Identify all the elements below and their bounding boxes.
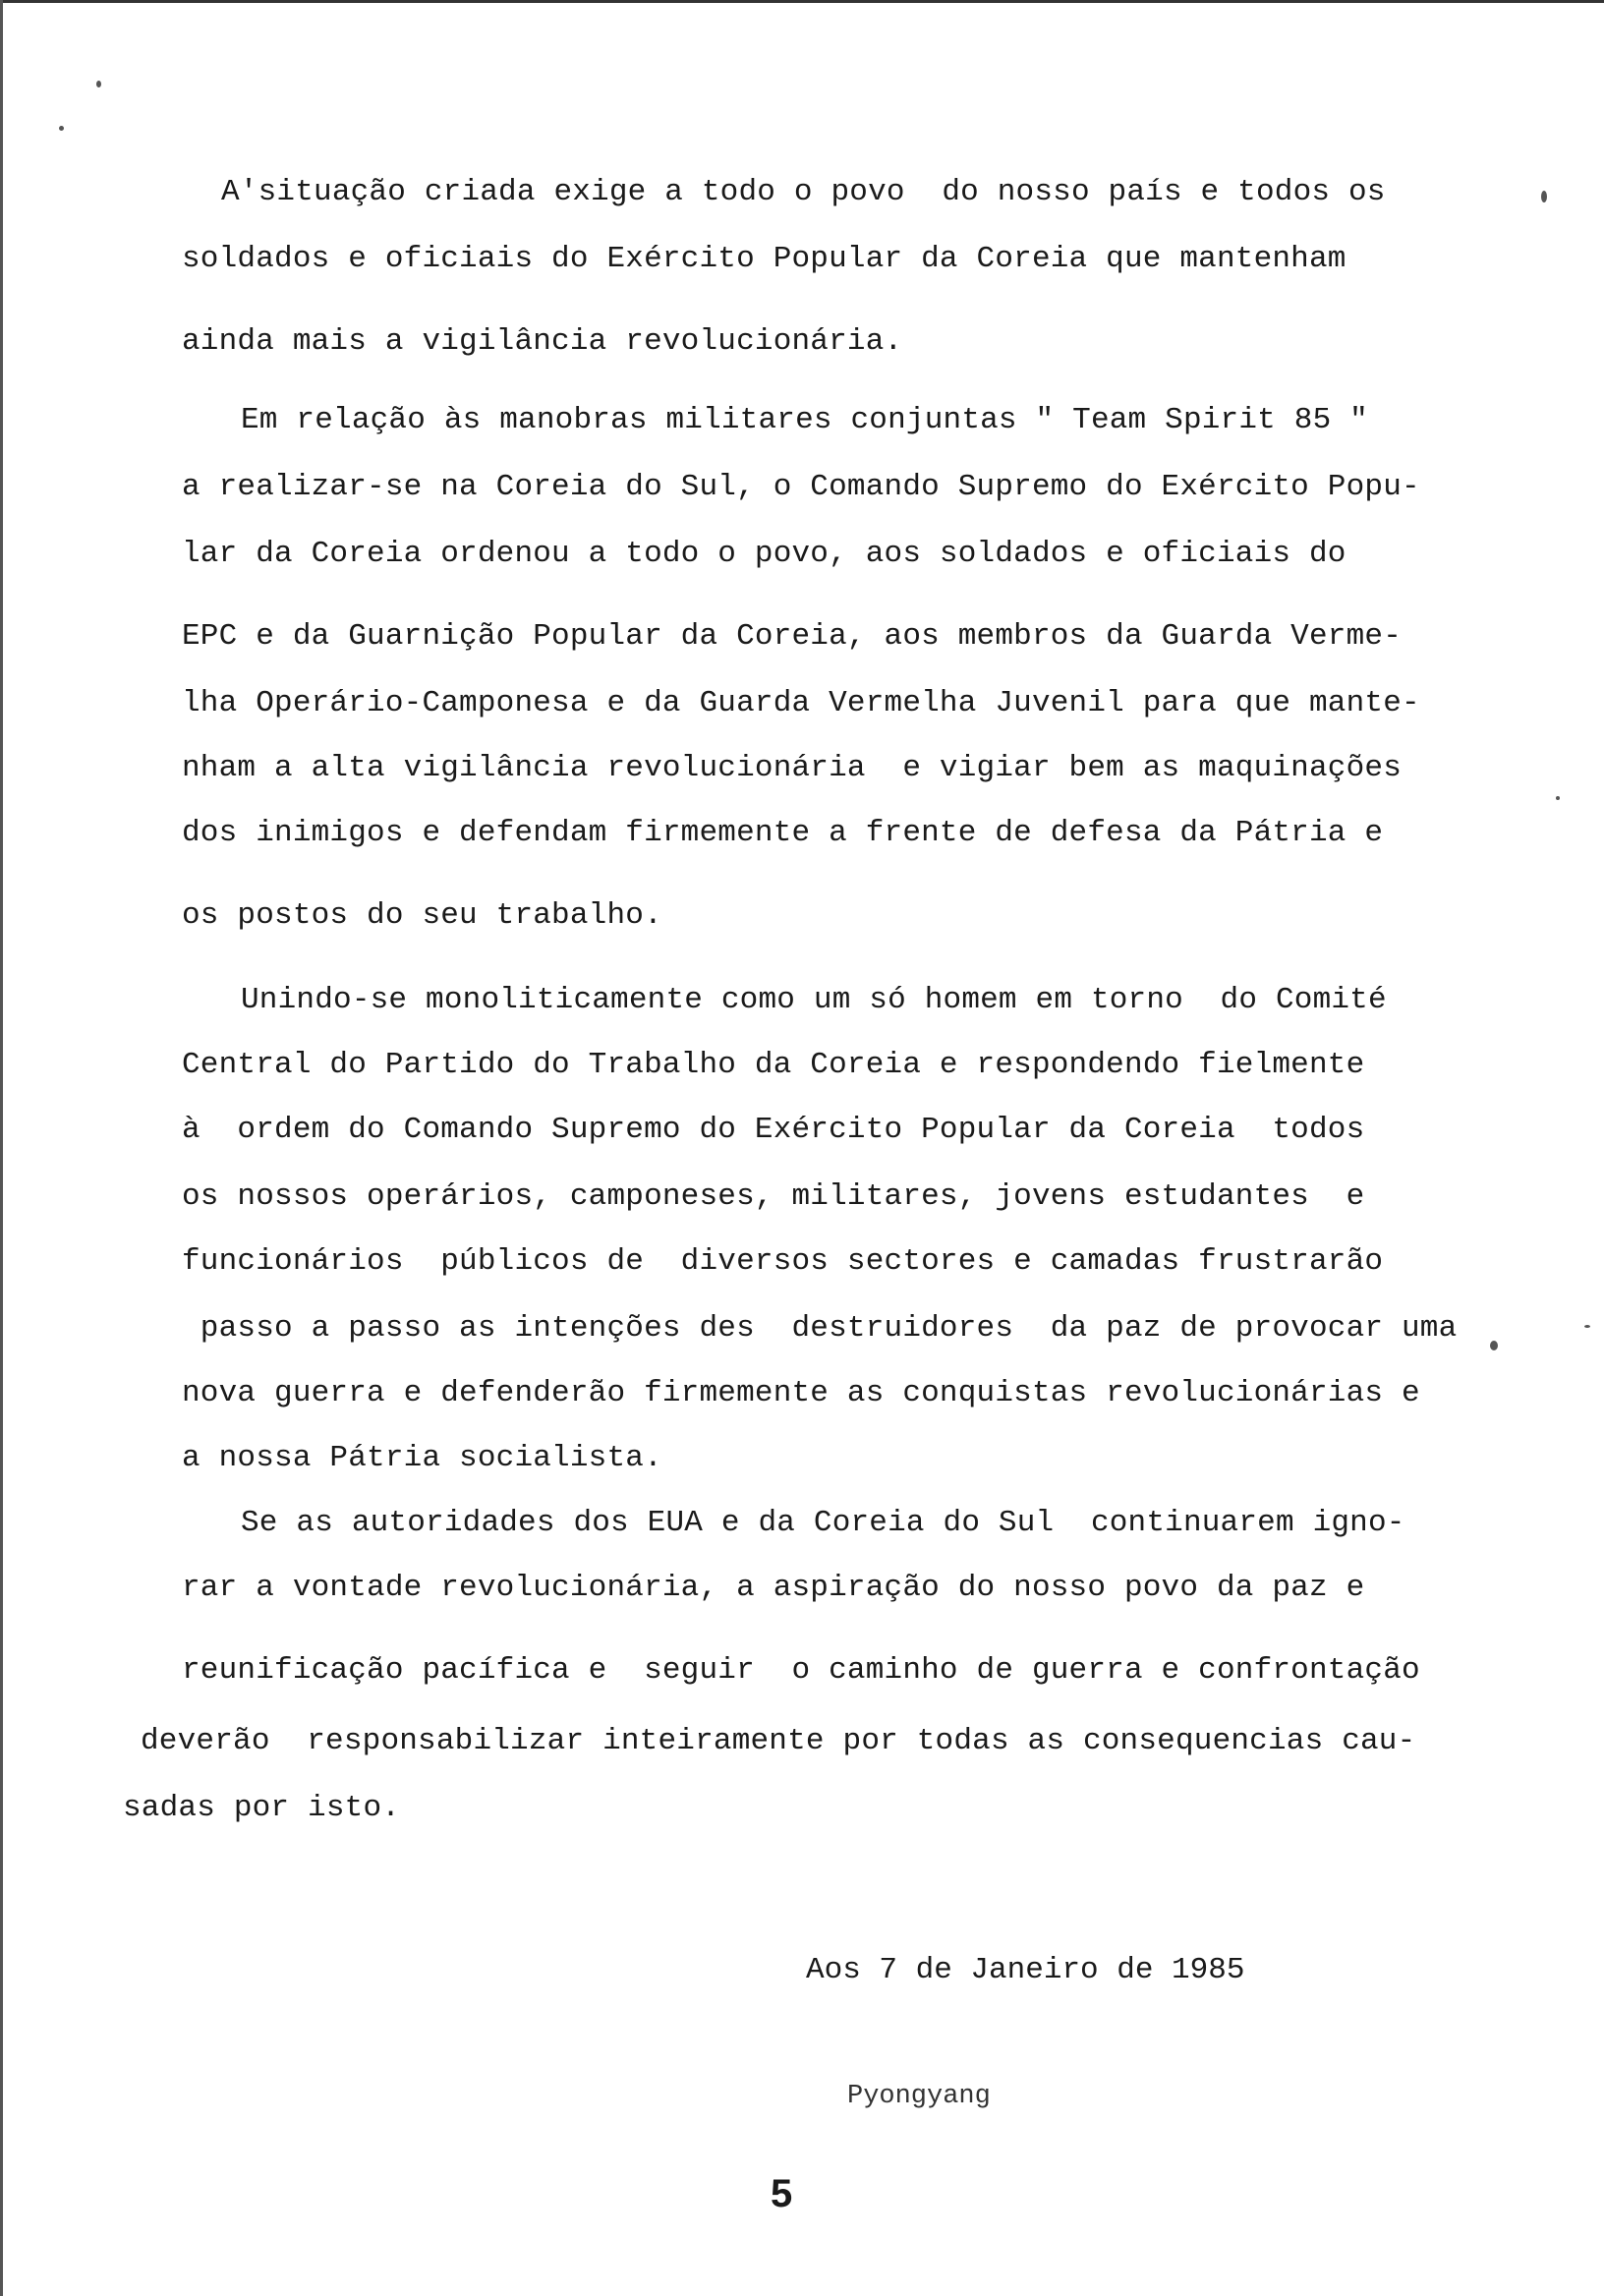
text-line: ainda mais a vigilância revolucionária. bbox=[182, 324, 903, 359]
text-line: deverão responsabilizar inteiramente por todas as consequencias cau- bbox=[141, 1724, 1416, 1758]
scan-speck bbox=[59, 126, 64, 131]
text-line: Se as autoridades dos EUA e da Coreia do Sul continuarem igno- bbox=[241, 1506, 1405, 1540]
text-line: sadas por isto. bbox=[123, 1791, 401, 1825]
scan-speck bbox=[1541, 191, 1547, 202]
text-line: Unindo-se monoliticamente como um só homem em torno do Comité bbox=[241, 983, 1387, 1017]
text-line: A'situação criada exige a todo o povo do nosso país e todos os bbox=[221, 175, 1386, 209]
text-line: rar a vontade revolucionária, a aspiração do nosso povo da paz e bbox=[182, 1571, 1365, 1605]
text-line: Em relação às manobras militares conjuntas " Team Spirit 85 " bbox=[241, 403, 1368, 437]
date: Aos 7 de Janeiro de 1985 bbox=[806, 1953, 1245, 1987]
text-line: os postos do seu trabalho. bbox=[182, 898, 662, 933]
scan-speck bbox=[1584, 1325, 1590, 1328]
left-border bbox=[0, 0, 3, 2296]
text-line: reunificação pacífica e seguir o caminho de guerra e confrontação bbox=[182, 1653, 1420, 1688]
text-line: soldados e oficiais do Exército Popular da Coreia que mantenham bbox=[182, 242, 1346, 276]
text-line: EPC e da Guarnição Popular da Coreia, aos membros da Guarda Verme- bbox=[182, 619, 1402, 654]
text-line: a nossa Pátria socialista. bbox=[182, 1441, 662, 1475]
scan-speck bbox=[96, 81, 101, 87]
text-line: Central do Partido do Trabalho da Coreia e respondendo fielmente bbox=[182, 1048, 1365, 1082]
place: Pyongyang bbox=[847, 2082, 991, 2111]
text-line: a realizar-se na Coreia do Sul, o Comando Supremo do Exército Popu- bbox=[182, 470, 1420, 504]
text-line: à ordem do Comando Supremo do Exército Popular da Coreia todos bbox=[182, 1113, 1365, 1147]
text-line: passo a passo as intenções des destruidores da paz de provocar uma bbox=[182, 1311, 1458, 1346]
scan-speck bbox=[1490, 1341, 1498, 1350]
top-border bbox=[0, 0, 1604, 3]
text-line: nova guerra e defenderão firmemente as conquistas revolucionárias e bbox=[182, 1376, 1420, 1410]
text-line: os nossos operários, camponeses, militares, jovens estudantes e bbox=[182, 1179, 1365, 1214]
text-line: nham a alta vigilância revolucionária e vigiar bem as maquinações bbox=[182, 751, 1402, 785]
text-line: lar da Coreia ordenou a todo o povo, aos soldados e oficiais do bbox=[182, 537, 1346, 571]
scan-speck bbox=[1556, 796, 1560, 800]
page-number: 5 bbox=[771, 2172, 793, 2215]
text-line: lha Operário-Camponesa e da Guarda Vermelha Juvenil para que mante- bbox=[182, 686, 1420, 720]
text-line: dos inimigos e defendam firmemente a frente de defesa da Pátria e bbox=[182, 816, 1384, 850]
text-line: funcionários públicos de diversos sectores e camadas frustrarão bbox=[182, 1244, 1384, 1279]
